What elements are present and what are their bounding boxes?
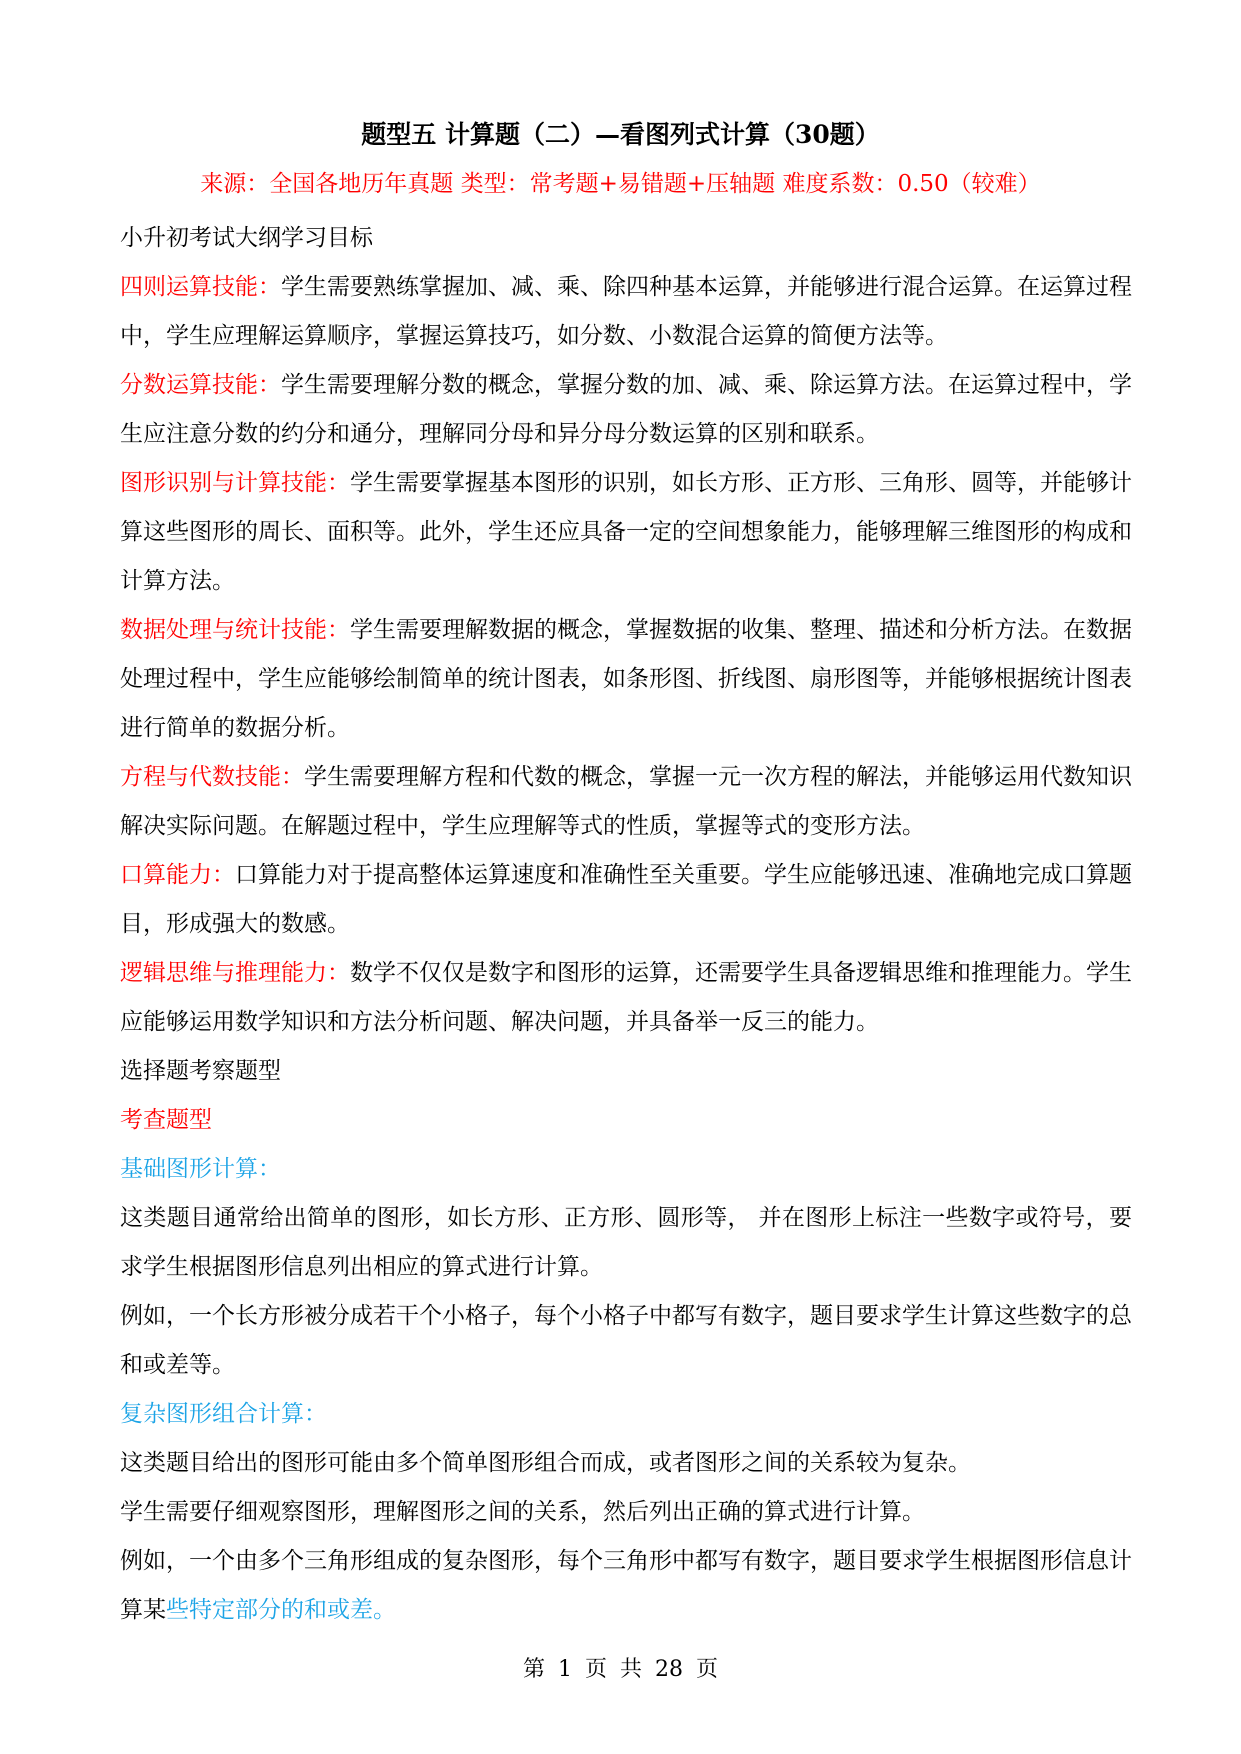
- complex-description-2: 学生需要仔细观察图形，理解图形之间的关系，然后列出正确的算式进行计算。: [120, 1499, 925, 1525]
- choice-heading: 选择题考察题型: [120, 1058, 281, 1084]
- skill-label: 口算能力：: [120, 862, 235, 888]
- skill-label: 逻辑思维与推理能力：: [120, 960, 350, 986]
- basic-heading: 基础图形计算：: [120, 1156, 281, 1182]
- exam-heading: 考查题型: [120, 1107, 212, 1133]
- skill-label: 数据处理与统计技能：: [120, 617, 350, 643]
- skill-text: 学生需要熟练掌握加、减、乘、除四种基本运算，并能够进行混合运算。在运算过程中，学生应理解运算顺序，掌握运算技巧，如分数、小数混合运算的简便方法等。: [120, 274, 1132, 349]
- skill-text: 学生需要理解方程和代数的概念，掌握一元一次方程的解法，并能够运用代数知识解决实际问题。在解题过程中，学生应理解等式的性质，掌握等式的变形方法。: [120, 764, 1132, 839]
- skill-text: 学生需要理解分数的概念，掌握分数的加、减、乘、除运算方法。在运算过程中，学生应注意分数的约分和通分，理解同分母和异分母分数运算的区别和联系。: [120, 372, 1132, 447]
- outline-heading: 小升初考试大纲学习目标: [120, 225, 373, 251]
- skill-label: 图形识别与计算技能：: [120, 470, 350, 496]
- skill-paragraph: [120, 851, 1132, 949]
- source-line: 来源：全国各地历年真题 类型：常考题+易错题+压轴题 难度系数：0.50（较难）: [200, 171, 1041, 197]
- skill-text: 口算能力对于提高整体运算速度和准确性至关重要。学生应能够迅速、准确地完成口算题目，形成强大的数感。: [120, 862, 1132, 937]
- skill-paragraph: [120, 263, 1132, 361]
- complex-example-text: 例如，一个由多个三角形组成的复杂图形，每个三角形中都写有数字，题目要求学生根据图形信息计算某: [120, 1548, 1132, 1623]
- complex-description: 这类题目给出的图形可能由多个简单图形组合而成，或者图形之间的关系较为复杂。: [120, 1450, 971, 1476]
- complex-example-highlight: 些特定部分的和或差。: [166, 1597, 396, 1623]
- skill-text: 数学不仅仅是数字和图形的运算，还需要学生具备逻辑思维和推理能力。学生应能够运用数学知识和方法分析问题、解决问题，并具备举一反三的能力。: [120, 960, 1132, 1035]
- complex-example: [120, 1537, 1132, 1635]
- skill-paragraph: [120, 753, 1132, 851]
- page-footer: 第 1 页 共 28 页: [523, 1657, 718, 1682]
- skill-label: 分数运算技能：: [120, 372, 281, 398]
- skill-text: 学生需要理解数据的概念，掌握数据的收集、整理、描述和分析方法。在数据处理过程中，学生应能够绘制简单的统计图表，如条形图、折线图、扇形图等，并能够根据统计图表进行简单的数据分析。: [120, 617, 1132, 741]
- skill-label: 方程与代数技能：: [120, 764, 304, 790]
- skill-text: 学生需要掌握基本图形的识别，如长方形、正方形、三角形、圆等，并能够计算这些图形的周长、面积等。此外，学生还应具备一定的空间想象能力，能够理解三维图形的构成和计算方法。: [120, 470, 1132, 594]
- page-title: 题型五 计算题（二）—看图列式计算（30题）: [361, 120, 880, 149]
- basic-example: 例如，一个长方形被分成若干个小格子，每个小格子中都写有数字，题目要求学生计算这些数字的总和或差等。: [120, 1303, 1132, 1378]
- skill-label: 四则运算技能：: [120, 274, 281, 300]
- skill-paragraph: [120, 606, 1132, 753]
- complex-heading: 复杂图形组合计算：: [120, 1401, 327, 1427]
- skill-paragraph: [120, 949, 1132, 1047]
- skill-paragraph: [120, 361, 1132, 459]
- skill-paragraph: [120, 459, 1132, 606]
- basic-description: 这类题目通常给出简单的图形，如长方形、正方形、圆形等， 并在图形上标注一些数字或符号，要求学生根据图形信息列出相应的算式进行计算。: [120, 1205, 1132, 1280]
- document-body: [120, 214, 1132, 1635]
